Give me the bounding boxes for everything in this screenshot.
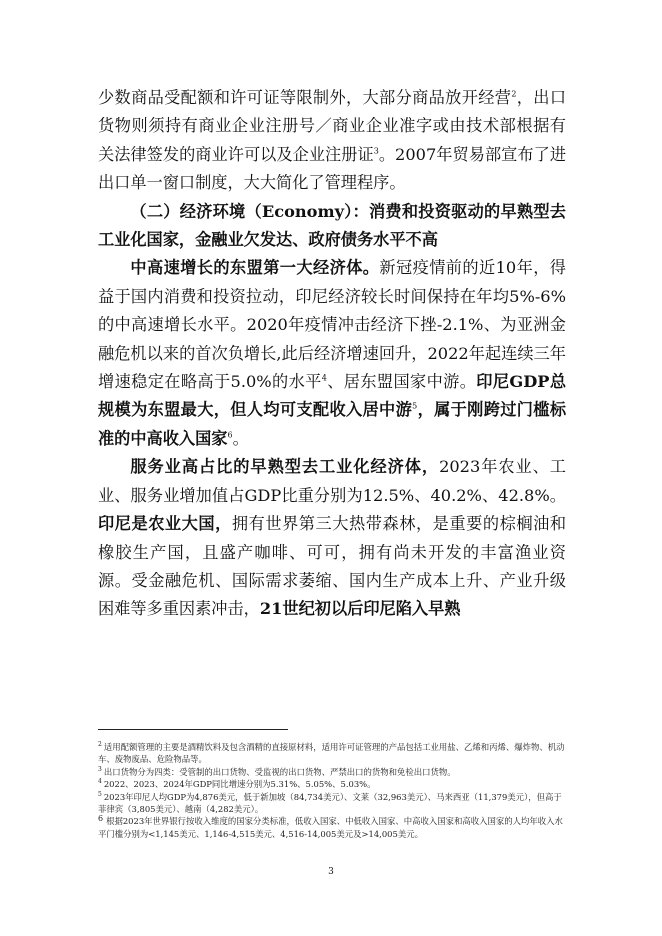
text-run: 2023年农业、工业、服务业增加值占GDP比重分别为12.5%、40.2%、42.8%。: [98, 457, 566, 505]
footnote-6: [98, 815, 566, 840]
paragraph-deindustrialization: [98, 453, 566, 623]
footnote-divider: [98, 729, 288, 730]
text-run: 。2007年贸易部宣布了进出口单一窗口制度，大大简化了管理程序。: [98, 144, 567, 193]
footnote-ref-2: 2: [511, 89, 517, 99]
footnote-4: [98, 778, 566, 790]
footnote-ref-5: 5: [412, 402, 418, 412]
text-run: 、居东盟国家中游。: [326, 372, 477, 392]
bold-run: 印尼是农业大国，: [98, 514, 232, 534]
footnote-ref-6: 6: [227, 430, 233, 440]
footnote-text: 2022、2023、2024年GDP同比增速分别为5.31%、5.05%、5.03%。: [103, 779, 376, 790]
footnote-mark: 5: [98, 790, 102, 798]
footnote-ref-3: 3: [373, 146, 379, 156]
paragraph-trade-regulation: [98, 84, 566, 198]
bold-lead: 服务业高占比的早熟型去工业化经济体，: [130, 457, 440, 477]
footnote-5: [98, 791, 566, 816]
section-heading-economy: （二）经济环境（Economy）：消费和投资驱动的早熟型去工业化国家，金融业欠发达、政府债务水平不高: [98, 201, 566, 250]
footnote-3: [98, 766, 566, 778]
bold-run: 21世纪初以后印尼陷入早熟: [259, 599, 461, 619]
footnote-text: 适用配额管理的主要是酒精饮料及包含酒精的直接原材料，适用许可证管理的产品包括工业用盐、乙烯和丙烯、爆炸物、机动车、废物废品、危险物品等。: [98, 742, 565, 765]
bold-run: 印尼GDP总规模为东盟最大，但人均可支配收入居中游: [98, 372, 567, 420]
text-run: 拥有世界第三大热带森林，是重要的棕榈油和橡胶生产国，且盛产咖啡、可可，拥有尚未开发的丰富渔业资源。受金融危机、国际需求萎缩、国内生产成本上升、产业升级困难等多重因素冲击，: [98, 514, 567, 619]
footnote-mark: 6: [98, 813, 104, 823]
text-run: ，出口货物则须持有商业企业注册号／商业企业准字或由技术部根据有关法律签发的商业许可以及企业注册证: [98, 88, 567, 164]
text-run: 。: [232, 428, 249, 448]
page-number: 3: [328, 867, 334, 877]
footnote-text: 出口货物分为四类：受管制的出口货物、受监视的出口货物、严禁出口的货物和免检出口货物。: [103, 766, 456, 777]
footnote-mark: 2: [98, 741, 102, 749]
text-run: 新冠疫情前的近10年，得益于国内消费和投资拉动，印尼经济较长时间保持在年均5%-6%的中高速增长水平。2020年疫情冲击经济下挫-2.1%、为亚洲金融危机以来的首次负增长,此后经济增速回升，2022年起连续三年增速稳定在略高于5.0%的水平: [98, 258, 566, 392]
footnote-text: 2023年印尼人均GDP为4,876美元，低于新加坡（84,734美元）、文莱（32,963美元）、马来西亚（11,379美元），但高于菲律宾（3,805美元）、越南（4,282美元）。: [98, 791, 562, 815]
footnote-mark: 4: [98, 778, 102, 786]
body-text: [98, 84, 566, 624]
footnote-ref-4: 4: [321, 373, 327, 383]
bold-lead: 中高速增长的东盟第一大经济体。: [130, 258, 380, 278]
footnotes: [98, 741, 566, 840]
paragraph-growth: [98, 254, 566, 453]
text-run: 少数商品受配额和许可证等限制外，大部分商品放开经营: [98, 88, 512, 107]
footnote-2: [98, 741, 566, 766]
footnote-text: 根据2023年世界银行按收入维度的国家分类标准，低收入国家、中低收入国家、中高收入国家和高收入国家的人均年收入水平门槛分别为<1,145美元、1,146-4,515美元、4,516-14,005美元及>14,005美元。: [98, 816, 563, 839]
footnote-mark: 3: [98, 766, 102, 774]
bold-run: ，属于刚跨过门槛标准的中高收入国家: [98, 400, 567, 448]
